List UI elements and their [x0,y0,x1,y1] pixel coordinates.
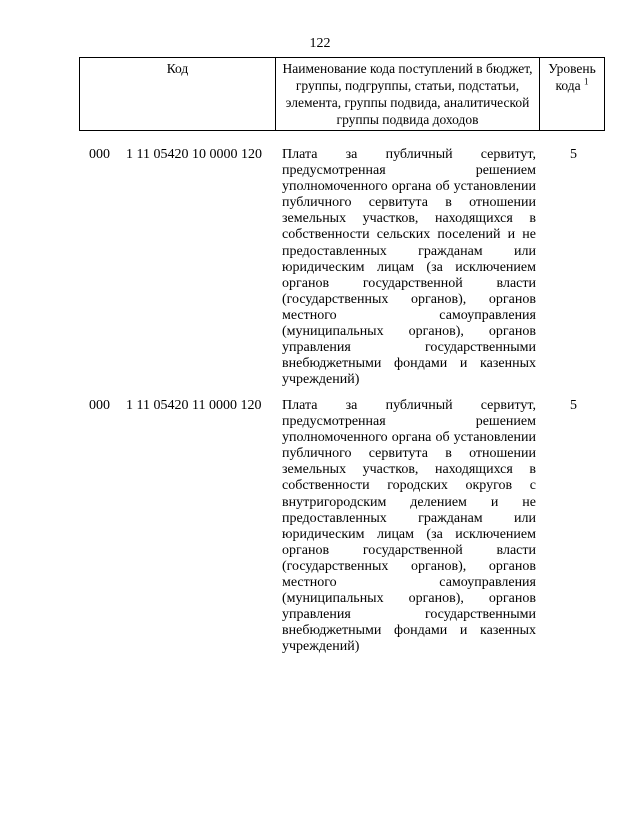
header-level-footnote: 1 [583,76,589,87]
code-level: 5 [570,147,577,162]
header-level: Уровень кода [548,61,596,93]
income-code: 1 11 05420 10 0000 120 [126,147,262,162]
income-code: 1 11 05420 11 0000 120 [126,398,262,413]
admin-code: 000 [89,398,110,413]
income-description: Плата за публичный сервитут, предусмотренная решением уполномоченного органа об установлении публичного сервитута в отношении земельных участков, находящихся в собственности городских округов с внутригородским делением и не предоставленных гражданам или юридическим лицам (за исключением органов государственной власти (государственных органов), органов местного самоуправления (муниципальных органов), органов управления государственными внебюджетными фондами и казенных учреждений) [282,398,536,655]
header-code-cell [80,58,276,131]
header-name: Наименование кода поступлений в бюджет, группы, подгруппы, статьи, подстатьи, элемента, группы подвида, аналитической группы подвида доходов [282,61,533,127]
header-code: Код [166,61,189,76]
page-number: 122 [309,36,331,51]
income-description: Плата за публичный сервитут, предусмотренная решением уполномоченного органа об установлении публичного сервитута в отношении земельных участков, находящихся в собственности сельских поселений и не предоставленных гражданам или юридическим лицам (за исключением органов государственной власти (государственных органов), органов местного самоуправления (муниципальных органов), органов управления государственными внебюджетными фондами и казенных учреждений) [282,147,536,388]
table-header [79,57,605,131]
header-level-cell [540,58,605,131]
header-name-cell [276,58,540,131]
code-level: 5 [570,398,577,413]
admin-code: 000 [89,147,110,162]
